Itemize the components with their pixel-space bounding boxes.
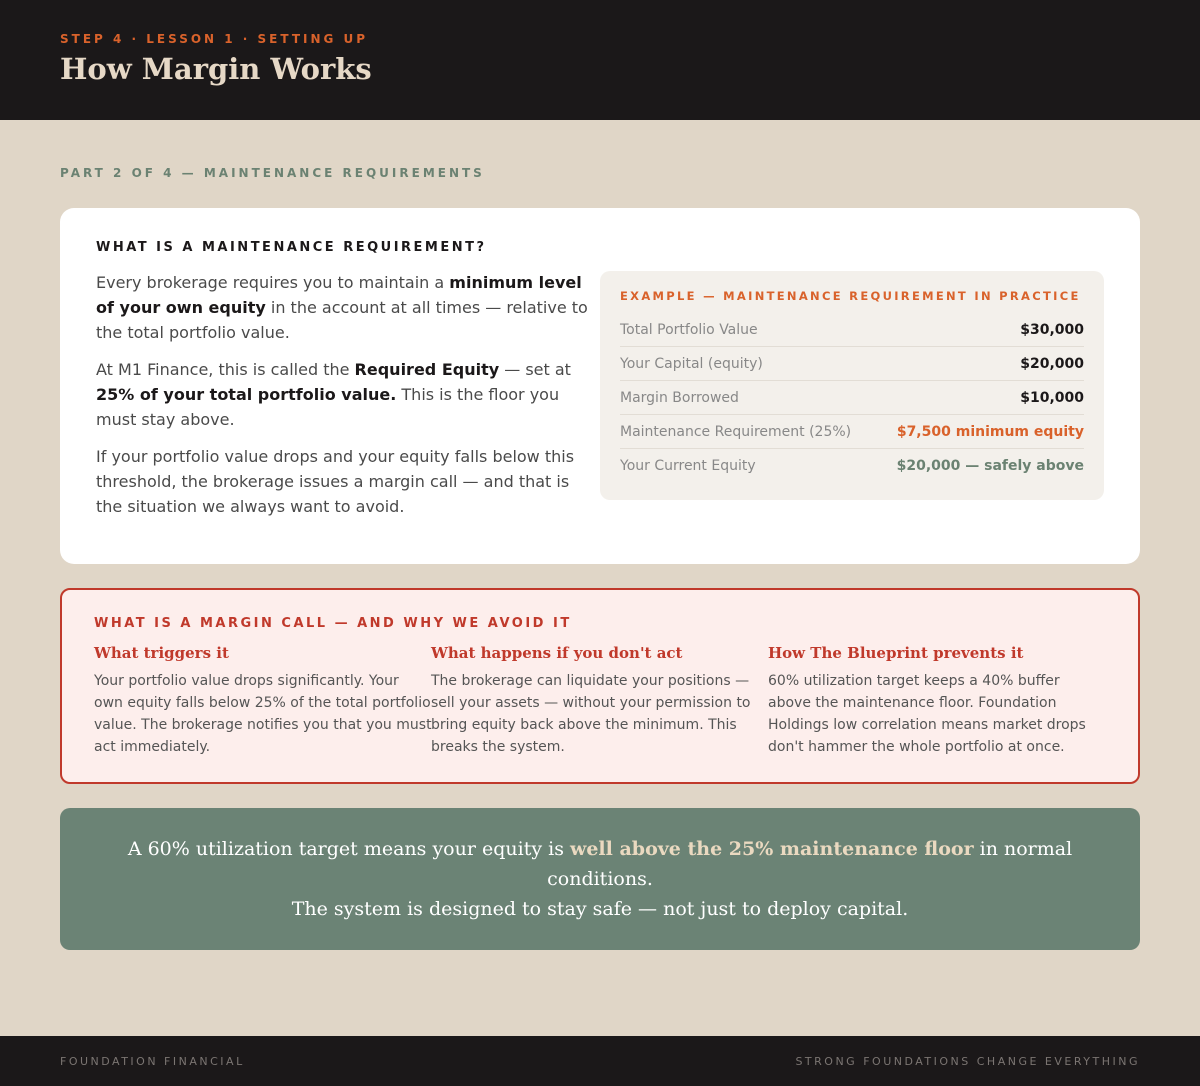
- column-title: What triggers it: [94, 644, 229, 662]
- example-label: Your Current Equity: [620, 458, 756, 474]
- column-title: How The Blueprint prevents it: [768, 644, 1024, 662]
- footer-brand: FOUNDATION FINANCIAL: [60, 1055, 245, 1068]
- margin-call-callout: [60, 588, 1140, 784]
- section-label: PART 2 OF 4 — MAINTENANCE REQUIREMENTS: [60, 166, 485, 180]
- page-footer: [0, 1036, 1200, 1086]
- example-label: Maintenance Requirement (25%): [620, 423, 852, 440]
- paragraph-1: Every brokerage requires you to maintain a minimum level of your own equity in the account at all times — relative to the total portfolio value.: [96, 273, 588, 342]
- callout-column-prevention: [768, 644, 1106, 758]
- example-label: Total Portfolio Value: [620, 321, 758, 338]
- footer-tagline: STRONG FOUNDATIONS CHANGE EVERYTHING: [795, 1055, 1140, 1068]
- example-heading: EXAMPLE — MAINTENANCE REQUIREMENT IN PRACTICE: [620, 289, 1081, 303]
- column-text: The brokerage can liquidate your positions — sell your assets — without your permission to bring equity back above the minimum. This breaks the system.: [431, 673, 751, 755]
- paragraph-2: At M1 Finance, this is called the Required Equity — set at 25% of your total portfolio value. This is the floor you must stay above.: [96, 360, 571, 429]
- card-heading: WHAT IS A MAINTENANCE REQUIREMENT?: [96, 240, 487, 255]
- example-row: [620, 347, 1084, 381]
- card-body: [96, 270, 591, 531]
- lesson-breadcrumb: STEP 4 · LESSON 1 · SETTING UP: [60, 32, 369, 46]
- callout-column-consequences: [431, 644, 769, 758]
- page-header: [0, 0, 1200, 120]
- example-value: $10,000: [1020, 389, 1084, 406]
- banner-line-2: The system is designed to stay safe — not just to deploy capital.: [291, 898, 909, 920]
- example-panel: [600, 271, 1104, 500]
- column-title: What happens if you don't act: [431, 644, 683, 662]
- example-row: [620, 415, 1084, 449]
- callout-column-triggers: [94, 644, 432, 758]
- example-row: [620, 449, 1084, 483]
- example-row: [620, 313, 1084, 347]
- summary-banner: [60, 808, 1140, 950]
- maintenance-requirement-card: [60, 208, 1140, 564]
- example-label: Your Capital (equity): [620, 355, 763, 372]
- callout-heading: WHAT IS A MARGIN CALL — AND WHY WE AVOID IT: [94, 616, 572, 631]
- paragraph-3: If your portfolio value drops and your equity falls below this threshold, the brokerage issues a margin call — and that is the situation we always want to avoid.: [96, 447, 575, 516]
- page-title: How Margin Works: [60, 52, 372, 86]
- example-label: Margin Borrowed: [620, 389, 739, 406]
- column-text: 60% utilization target keeps a 40% buffer above the maintenance floor. Foundation Holdings low correlation means market drops don't hammer the whole portfolio at once.: [768, 673, 1086, 755]
- example-value: $7,500 minimum equity: [896, 423, 1084, 440]
- example-value: $20,000 — safely above: [896, 458, 1084, 474]
- example-row: [620, 381, 1084, 415]
- example-value: $30,000: [1020, 321, 1084, 338]
- column-text: Your portfolio value drops significantly. Your own equity falls below 25% of the total portfolio value. The brokerage notifies you that you must act immediately.: [94, 673, 432, 755]
- example-value: $20,000: [1020, 355, 1084, 372]
- banner-line-1: A 60% utilization target means your equity is well above the 25% maintenance floor in normal conditions.: [127, 838, 1073, 890]
